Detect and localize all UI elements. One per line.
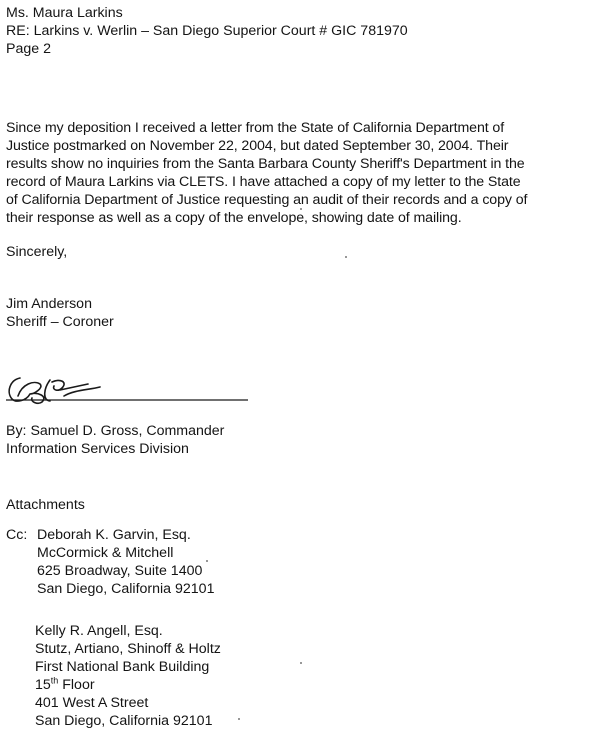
cc-recipient-1-name: Deborah K. Garvin, Esq. [37, 527, 191, 543]
body-line: their response as well as a copy of the envelope, showing date of mailing. [6, 210, 462, 226]
cc-label: Cc: [6, 527, 28, 543]
by-division-line: Information Services Division [6, 441, 189, 457]
body-line: Justice postmarked on November 22, 2004, but dated September 30, 2004. Their [6, 138, 509, 154]
floor-number: 15 [35, 677, 51, 693]
sender-block [6, 295, 114, 331]
header-re-line: RE: Larkins v. Werlin – San Diego Superior Court # GIC 781970 [6, 23, 408, 39]
attachments-label: Attachments [6, 497, 85, 513]
scan-speck [300, 208, 302, 210]
scan-speck [206, 560, 208, 562]
cc-recipient-2-floor [35, 676, 221, 694]
cc-recipient-1-firm: McCormick & Mitchell [37, 545, 174, 561]
body-line: Since my deposition I received a letter from the State of California Department of [6, 120, 505, 136]
handwritten-signature [4, 372, 254, 408]
cc-recipient-2 [35, 622, 221, 730]
cc-recipient-1-city: San Diego, California 92101 [37, 581, 215, 597]
scan-speck [300, 662, 302, 664]
closing: Sincerely, [6, 244, 68, 260]
cc-recipient-2-city: San Diego, California 92101 [35, 713, 213, 729]
scan-speck [238, 718, 240, 720]
body-line: results show no inquiries from the Santa Barbara County Sheriff's Department in the [6, 156, 525, 172]
cc-recipient-2-name: Kelly R. Angell, Esq. [35, 623, 163, 639]
by-block [6, 422, 224, 458]
body-line: of California Department of Justice requesting an audit of their records and a copy of [6, 192, 528, 208]
scan-speck [345, 256, 347, 258]
floor-suffix: th [50, 675, 59, 686]
cc-recipient-1 [37, 526, 214, 598]
body-line: record of Maura Larkins via CLETS. I have attached a copy of my letter to the State [6, 174, 521, 190]
sender-name: Jim Anderson [6, 296, 92, 312]
body-paragraph [6, 119, 591, 227]
header-page-number: Page 2 [6, 41, 51, 57]
floor-word: Floor [58, 677, 95, 693]
cc-recipient-2-firm: Stutz, Artiano, Shinoff & Holtz [35, 641, 221, 657]
header-recipient: Ms. Maura Larkins [6, 5, 123, 21]
by-name-line: By: Samuel D. Gross, Commander [6, 423, 225, 439]
letter-header [6, 4, 408, 58]
cc-recipient-1-street: 625 Broadway, Suite 1400 [37, 563, 203, 579]
cc-recipient-2-building: First National Bank Building [35, 659, 210, 675]
cc-recipient-2-street: 401 West A Street [35, 695, 149, 711]
sender-title: Sheriff – Coroner [6, 314, 114, 330]
